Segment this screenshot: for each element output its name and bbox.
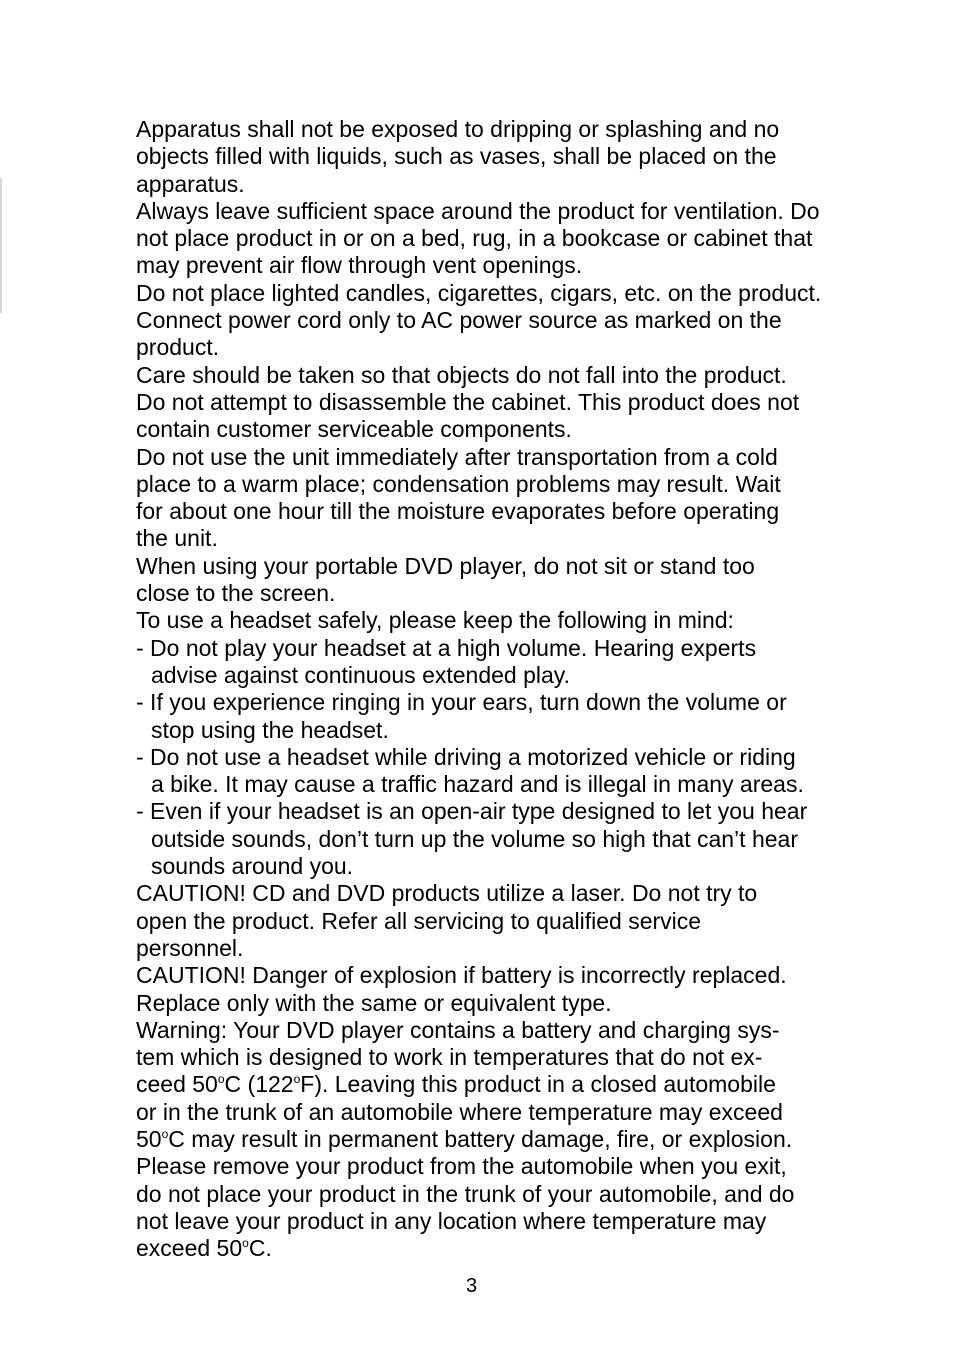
- list-item: - Do not play your headset at a high volume. Hearing experts advise against continuous extended play.: [136, 634, 757, 688]
- warning-text: Warning: Your DVD player contains a battery and charging sys- tem which is designed to work in temperatures that do not ex- ceed 50: [136, 1016, 780, 1098]
- warning-text: C.: [248, 1235, 272, 1262]
- safety-paragraph: Always leave sufficient space around the product for ventilation. Do not place product in or on a bed, rug, in a bookcase or cabinet that may prevent air flow through vent openings.: [136, 197, 820, 279]
- degree-sign: o: [242, 1236, 249, 1251]
- page-number: 3: [465, 1275, 478, 1297]
- safety-paragraph: Apparatus shall not be exposed to dripping or splashing and no objects filled with liquids, such as vases, shall be placed on the apparatus.: [136, 116, 780, 197]
- page-body: [136, 116, 862, 1262]
- safety-paragraph: Do not use the unit immediately after transportation from a cold place to a warm place; condensation problems may result. Wait for about one hour till the moisture evaporates before operating the unit.: [136, 443, 781, 552]
- scan-edge-mark: [0, 178, 2, 313]
- safety-paragraph: Care should be taken so that objects do not fall into the product.: [136, 361, 787, 388]
- list-item: - Do not use a headset while driving a motorized vehicle or riding a bike. It may cause a traffic hazard and is illegal in many areas.: [136, 743, 804, 798]
- warning-text: F). Leaving this product in a closed automobile or in the trunk of an automobile where temperature may exceed 50: [136, 1071, 783, 1152]
- warning-text: C may result in permanent battery damage, fire, or explosion. Please remove your product from the automobile when you exit, do not place your product in the trunk of your automobile, and do not leave your product in any location where temperature may exceed 50: [136, 1125, 795, 1262]
- headset-intro: To use a headset safely, please keep the following in mind:: [136, 607, 734, 634]
- headset-tips-list: [136, 635, 862, 881]
- safety-paragraph: Connect power cord only to AC power source as marked on the product.: [136, 307, 782, 361]
- degree-sign: o: [293, 1072, 301, 1087]
- safety-paragraph: When using your portable DVD player, do not sit or stand too close to the screen.: [136, 552, 755, 607]
- caution-battery: CAUTION! Danger of explosion if battery is incorrectly replaced. Replace only with the same or equivalent type.: [136, 962, 787, 1016]
- warning-text: C (122: [224, 1071, 294, 1098]
- caution-laser: CAUTION! CD and DVD products utilize a laser. Do not try to open the product. Refer all servicing to qualified service personnel.: [136, 880, 758, 961]
- temperature-warning: [136, 1017, 862, 1263]
- list-item: - If you experience ringing in your ears, turn down the volume or stop using the headset.: [136, 689, 787, 743]
- list-item: - Even if your headset is an open-air type designed to let you hear outside sounds, don’t turn up the volume so high that can’t hear sounds around you.: [136, 798, 808, 880]
- degree-sign: o: [161, 1126, 169, 1141]
- degree-sign: o: [217, 1072, 225, 1087]
- safety-paragraph: Do not place lighted candles, cigarettes, cigars, etc. on the product.: [136, 279, 822, 306]
- safety-paragraph: Do not attempt to disassemble the cabinet. This product does not contain customer serviceable components.: [136, 388, 800, 443]
